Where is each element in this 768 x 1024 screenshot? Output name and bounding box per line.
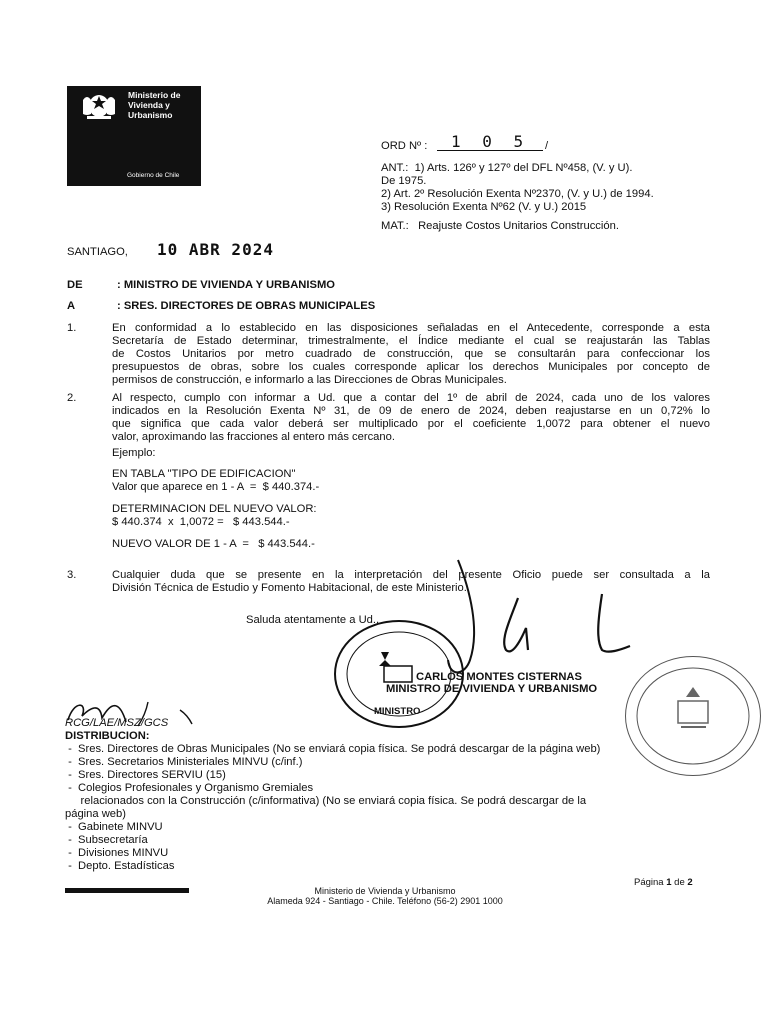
ord-label: ORD Nº : — [381, 140, 428, 152]
list-item: - Sres. Secretarios Ministeriales MINVU (c/inf.) — [65, 756, 303, 768]
coat-of-arms-icon — [77, 90, 121, 120]
ant-line: ANT.: 1) Arts. 126º y 127º del DFL Nº458, (V. y U). — [381, 162, 633, 174]
p2-line: que significa que cada valor deberá ser multiplicado por el coeficiente 1,0072 para obtener el nuevo — [112, 418, 710, 430]
p2-line: Al respecto, cumplo con informar a Ud. que a contar del 1º de abril de 2024, cada uno de los valores — [112, 392, 710, 404]
p1-line: En conformidad a lo establecido en las disposiciones señaladas en el Antecedente, corresponde a esta — [112, 322, 710, 334]
initials: RCG/LAE/MSZ/GCS — [65, 717, 169, 729]
paragraph-2 — [112, 392, 710, 444]
footer-address — [230, 886, 540, 906]
list-item: - Sres. Directores SERVIU (15) — [65, 769, 226, 781]
page-of: de — [674, 877, 685, 888]
p1-line: presupuestos de obras, sobre los cuales corresponde aplicar los derechos Municipales por concepto de — [112, 361, 710, 373]
p1-line: de Costos Unitarios por metro cuadrado de construcción, que se consultarán para confeccionar los — [112, 348, 710, 360]
example-nuevo: NUEVO VALOR DE 1 - A = $ 443.544.- — [112, 538, 315, 550]
example-calc: $ 440.374 x 1,0072 = $ 443.544.- — [112, 516, 290, 528]
p2-line: valor, aproximando las fracciones al entero más cercano. — [112, 431, 395, 443]
page-number — [634, 877, 693, 888]
paragraph-1 — [112, 322, 710, 387]
page-total: 2 — [687, 877, 693, 888]
subsecretaria-stamp — [625, 656, 761, 776]
footer-rule — [65, 888, 189, 893]
place-label: SANTIAGO, — [67, 246, 128, 258]
logo-line: Vivienda y — [128, 100, 170, 110]
p2-line: indicados en la Resolución Exenta Nº 31, de 09 de enero de 2024, deben reajustarse en un 0,72% lo — [112, 405, 710, 417]
list-item: - Gabinete MINVU — [65, 821, 163, 833]
p1-line: Secretaría de Estado determinar, trimestralmente, el Índice mediante el cual se reajustarán las Tablas — [112, 335, 710, 347]
ant-line: 2) Art. 2º Resolución Exenta Nº2370, (V. y U.) de 1994. — [381, 188, 654, 200]
ministry-logo — [67, 86, 201, 186]
stamp-text: MINISTRO — [374, 706, 421, 717]
ord-number-line — [437, 132, 543, 151]
ant-line: De 1975. — [381, 175, 427, 187]
de-label: DE — [67, 279, 83, 291]
logo-line: Urbanismo — [128, 110, 173, 120]
a-label: A — [67, 300, 76, 312]
stamp2-ring-icon — [626, 657, 760, 775]
paragraph-number: 1. — [67, 322, 77, 334]
example-title: Ejemplo: — [112, 447, 156, 459]
footer-line: Ministerio de Vivienda y Urbanismo — [314, 886, 456, 896]
logo-line: Ministerio de — [128, 90, 181, 100]
materia: MAT.: Reajuste Costos Unitarios Construcción. — [381, 220, 619, 232]
p3-line: División Técnica de Estudio y Fomento Habitacional, de este Ministerio. — [112, 582, 467, 594]
page-current: 1 — [666, 877, 672, 888]
ord-suffix: / — [545, 140, 549, 152]
page-label: Página — [634, 877, 664, 888]
list-item: página web) — [65, 808, 126, 820]
footer-line: Alameda 924 - Santiago - Chile. Teléfono (56-2) 2901 1000 — [267, 896, 503, 906]
signer-title: MINISTRO DE VIVIENDA Y URBANISMO — [386, 683, 598, 695]
a-value: : SRES. DIRECTORES DE OBRAS MUNICIPALES — [117, 300, 376, 312]
list-item: - Depto. Estadísticas — [65, 860, 175, 872]
list-item: - Sres. Directores de Obras Municipales (No se enviará copia física. Se podrá descargar de la página web) — [65, 743, 601, 755]
gobierno-de-chile-label: Gobierno de Chile — [127, 172, 180, 179]
list-item: - Divisiones MINVU — [65, 847, 169, 859]
list-item: relacionados con la Construcción (c/informativa) (No se enviará copia física. Se podrá descargar de la — [65, 795, 587, 807]
example-valor: Valor que aparece en 1 - A = $ 440.374.- — [112, 481, 320, 493]
p3-line: Cualquier duda que se presente en la interpretación del presente Oficio puede ser consultada a la — [112, 569, 710, 581]
ant-line: 3) Resolución Exenta Nº62 (V. y U.) 2015 — [381, 201, 587, 213]
distribucion-title: DISTRIBUCION: — [65, 730, 150, 742]
logo-text — [128, 90, 180, 120]
ord-number: 1 0 5 — [451, 132, 530, 151]
signer-name: CARLOS MONTES CISTERNAS — [416, 671, 582, 683]
list-item: - Colegios Profesionales y Organismo Gremiales — [65, 782, 314, 794]
paragraph-number: 3. — [67, 569, 77, 581]
example-tabla: EN TABLA "TIPO DE EDIFICACION" — [112, 468, 296, 480]
p1-line: permisos de construcción, e informarlo a las Direcciones de Obras Municipales. — [112, 374, 507, 386]
paragraph-number: 2. — [67, 392, 77, 404]
list-item: - Subsecretaría — [65, 834, 148, 846]
date-stamp: 10 ABR 2024 — [157, 240, 274, 259]
antecedentes — [381, 162, 654, 214]
saluda: Saluda atentamente a Ud., — [246, 614, 380, 626]
example-det: DETERMINACION DEL NUEVO VALOR: — [112, 503, 317, 515]
distribucion-list — [65, 743, 600, 873]
de-value: : MINISTRO DE VIVIENDA Y URBANISMO — [117, 279, 335, 291]
